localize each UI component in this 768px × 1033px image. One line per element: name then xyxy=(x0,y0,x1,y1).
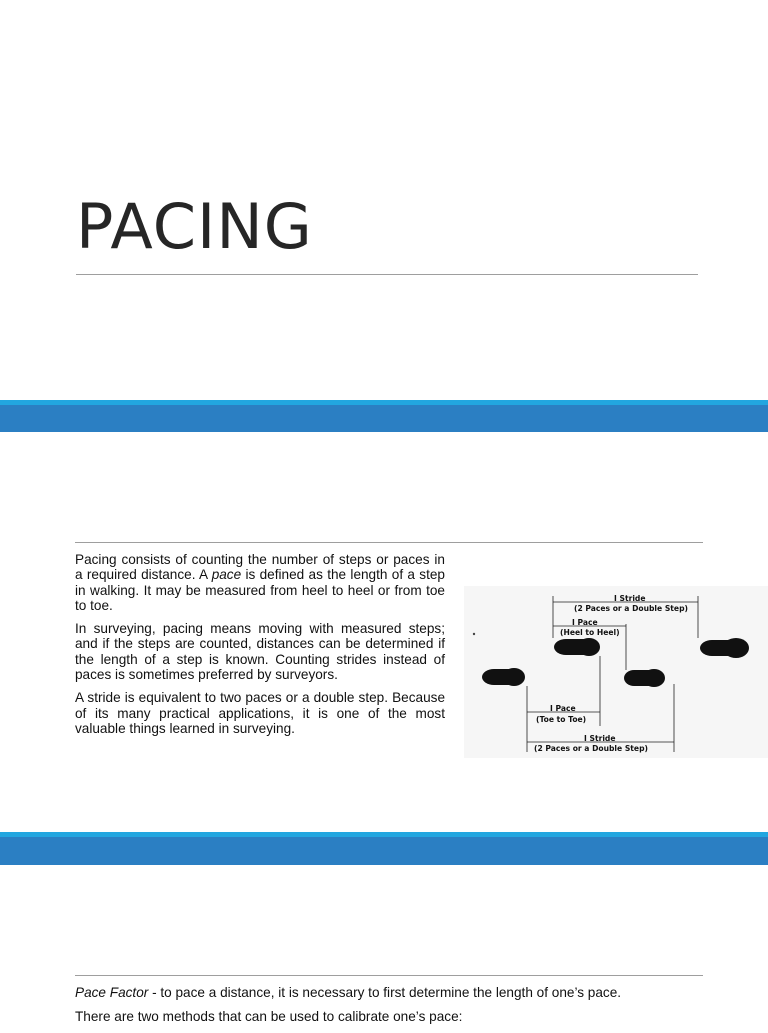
footprint-icon xyxy=(624,669,665,687)
methods-paragraph: There are two methods that can be used to calibrate one’s pace: xyxy=(75,1009,463,1024)
footprint-icon xyxy=(700,638,749,658)
bottom-pace-label: I Pace xyxy=(550,704,576,713)
footprint-icon xyxy=(554,638,600,656)
title-divider xyxy=(76,274,698,275)
slide-title: PACING xyxy=(76,190,313,263)
intro-text xyxy=(75,552,445,744)
pace-factor-paragraph: Pace Factor - to pace a distance, it is necessary to first determine the length of one’s pace. xyxy=(75,985,622,1000)
top-stride-label: I Stride xyxy=(614,594,646,603)
bottom-stride-label: I Stride xyxy=(584,734,616,743)
section-band-bottom xyxy=(0,832,768,865)
section-divider-bottom xyxy=(75,975,703,976)
intro-paragraph-1: Pacing consists of counting the number of steps or paces in a required distance. A pace is defined as the length of a step in walking. It may be measured from heel to heel or from toe to toe. xyxy=(75,552,445,613)
intro-paragraph-2: In surveying, pacing means moving with measured steps; and if the steps are counted, distances can be determined if the length of a step is known. Counting strides instead of paces is sometimes preferred by surveyors. xyxy=(75,621,445,683)
intro-paragraph-3: A stride is equivalent to two paces or a double step. Because of its many practical applications, it is one of the most valuable things learned in surveying. xyxy=(75,690,445,736)
pacing-diagram xyxy=(464,586,768,758)
section-divider xyxy=(75,542,703,543)
top-stride-note: (2 Paces or a Double Step) xyxy=(574,604,688,613)
footprint-icon xyxy=(482,668,525,686)
top-pace-label: I Pace xyxy=(572,618,598,627)
pace-factor-text xyxy=(75,985,715,1033)
section-band-top xyxy=(0,400,768,432)
top-pace-note: (Heel to Heel) xyxy=(560,628,620,637)
bottom-pace-note: (Toe to Toe) xyxy=(536,715,587,724)
bottom-stride-note: (2 Paces or a Double Step) xyxy=(534,744,648,753)
